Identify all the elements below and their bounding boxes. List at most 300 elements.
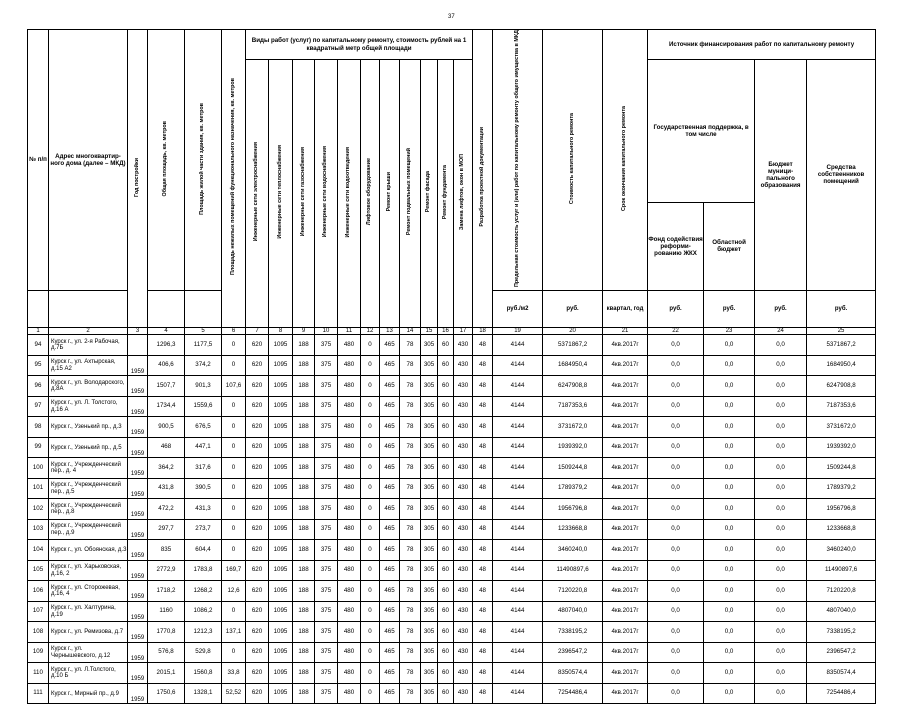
deadline-cell: 4кв.2017г xyxy=(603,458,648,479)
work-cost-cell: 1095 xyxy=(269,458,293,479)
column-number: 20 xyxy=(543,327,603,335)
work-cost-cell: 480 xyxy=(338,581,361,602)
column-number: 21 xyxy=(603,327,648,335)
column-number: 19 xyxy=(493,327,543,335)
col-work-8-header: Ремонт подвальных помещений xyxy=(406,148,413,236)
owners-cell: 1956796,8 xyxy=(807,499,876,520)
living-area-cell: 1328,1 xyxy=(185,683,222,704)
column-number: 11 xyxy=(338,327,361,335)
deadline-cell: 4кв.2017г xyxy=(603,499,648,520)
col-work-7-header: Ремонт крыши xyxy=(385,172,392,212)
work-cost-cell: 305 xyxy=(421,642,438,663)
row-number: 110 xyxy=(28,663,49,684)
work-cost-cell: 430 xyxy=(454,478,473,499)
work-cost-cell: 465 xyxy=(380,560,400,581)
work-cost-cell: 480 xyxy=(338,560,361,581)
nonliving-area-cell: 107,6 xyxy=(222,376,246,397)
work-cost-cell: 188 xyxy=(293,355,315,376)
row-number: 103 xyxy=(28,519,49,540)
col-work-12-header: Разработка проектной документации xyxy=(478,127,485,227)
col-work-2-header: Инженерные сети теплоснабжения xyxy=(276,145,283,239)
work-cost-cell: 78 xyxy=(400,519,421,540)
work-cost-cell: 480 xyxy=(338,601,361,622)
work-cost-cell: 0 xyxy=(361,663,380,684)
deadline-cell: 4кв.2017г xyxy=(603,581,648,602)
work-cost-cell: 620 xyxy=(246,376,269,397)
unit-cost-cell: 4144 xyxy=(493,417,543,438)
work-cost-cell: 1095 xyxy=(269,581,293,602)
address-cell: Курск г., ул. Халтурина, д.19 xyxy=(49,601,128,622)
municipal-cell: 0,0 xyxy=(755,560,807,581)
row-number: 97 xyxy=(28,396,49,417)
work-cost-cell: 48 xyxy=(473,581,493,602)
work-cost-cell: 188 xyxy=(293,478,315,499)
work-cost-cell: 0 xyxy=(361,458,380,479)
address-cell: Курск г., ул. Сторожевая, д.16, 4 xyxy=(49,581,128,602)
address-cell: Курск г., Мирный пр., д.9 xyxy=(49,683,128,704)
work-cost-cell: 1095 xyxy=(269,601,293,622)
work-cost-cell: 60 xyxy=(438,355,454,376)
unit-cost-cell: 4144 xyxy=(493,622,543,643)
work-cost-cell: 375 xyxy=(315,417,338,438)
work-cost-cell: 480 xyxy=(338,499,361,520)
nonliving-area-cell: 137,1 xyxy=(222,622,246,643)
repair-cost-cell: 1956796,8 xyxy=(543,499,603,520)
work-cost-cell: 480 xyxy=(338,540,361,561)
work-cost-cell: 430 xyxy=(454,581,473,602)
repair-cost-cell: 7254486,4 xyxy=(543,683,603,704)
work-cost-cell: 0 xyxy=(361,417,380,438)
nonliving-area-cell: 0 xyxy=(222,499,246,520)
work-cost-cell: 48 xyxy=(473,519,493,540)
work-cost-cell: 375 xyxy=(315,560,338,581)
work-cost-cell: 620 xyxy=(246,458,269,479)
work-cost-cell: 305 xyxy=(421,683,438,704)
regional-cell: 0,0 xyxy=(704,601,755,622)
total-area-cell: 576,8 xyxy=(148,642,185,663)
address-cell: Курск г., ул. Л. Толстого, д.16 А xyxy=(49,396,128,417)
repair-cost-cell: 1684950,4 xyxy=(543,355,603,376)
nonliving-area-cell: 0 xyxy=(222,396,246,417)
unit-cost-cell: 4144 xyxy=(493,683,543,704)
col-unit-cost-header: Предельная стоимость услуг и (или) работ по капитальному ремонту общего имущества в МКД xyxy=(513,30,520,287)
column-numbers-row xyxy=(28,327,876,335)
column-number: 6 xyxy=(222,327,246,335)
work-cost-cell: 480 xyxy=(338,458,361,479)
column-number: 13 xyxy=(380,327,400,335)
owners-cell: 3731672,0 xyxy=(807,417,876,438)
work-cost-cell: 1095 xyxy=(269,642,293,663)
municipal-cell: 0,0 xyxy=(755,355,807,376)
work-cost-cell: 60 xyxy=(438,519,454,540)
work-cost-cell: 0 xyxy=(361,478,380,499)
regional-cell: 0,0 xyxy=(704,458,755,479)
work-cost-cell: 78 xyxy=(400,458,421,479)
work-cost-cell: 375 xyxy=(315,437,338,458)
work-cost-cell: 620 xyxy=(246,335,269,356)
work-cost-cell: 0 xyxy=(361,683,380,704)
page-number: 37 xyxy=(448,14,455,20)
unit-cost-cell: 4144 xyxy=(493,376,543,397)
work-cost-cell: 188 xyxy=(293,499,315,520)
deadline-cell: 4кв.2017г xyxy=(603,560,648,581)
work-cost-cell: 60 xyxy=(438,581,454,602)
work-cost-cell: 1095 xyxy=(269,622,293,643)
work-cost-cell: 430 xyxy=(454,560,473,581)
fund-cell: 0,0 xyxy=(648,622,704,643)
unit-cost-cell: 4144 xyxy=(493,478,543,499)
nonliving-area-cell: 0 xyxy=(222,355,246,376)
municipal-cell: 0,0 xyxy=(755,396,807,417)
work-cost-cell: 0 xyxy=(361,581,380,602)
work-cost-cell: 375 xyxy=(315,663,338,684)
work-cost-cell: 48 xyxy=(473,437,493,458)
repair-cost-cell: 4807040,0 xyxy=(543,601,603,622)
regional-cell: 0,0 xyxy=(704,499,755,520)
work-cost-cell: 305 xyxy=(421,376,438,397)
living-area-cell: 604,4 xyxy=(185,540,222,561)
col-regional-header: Областной бюджет xyxy=(704,202,755,290)
work-cost-cell: 465 xyxy=(380,396,400,417)
address-cell: Курск г., ул. Ремизова, д.7 xyxy=(49,622,128,643)
work-cost-cell: 430 xyxy=(454,458,473,479)
work-cost-cell: 480 xyxy=(338,355,361,376)
table-body xyxy=(28,335,876,704)
owners-cell: 7254486,4 xyxy=(807,683,876,704)
unit-fund: руб. xyxy=(648,290,704,327)
address-cell: Курск г., Учрежденческий пер., д. 4 xyxy=(49,458,128,479)
fund-cell: 0,0 xyxy=(648,683,704,704)
unit-cost-cell: 4144 xyxy=(493,396,543,417)
row-number: 107 xyxy=(28,601,49,622)
nonliving-area-cell: 33,8 xyxy=(222,663,246,684)
work-cost-cell: 1095 xyxy=(269,683,293,704)
year-cell xyxy=(128,335,148,356)
work-cost-cell: 60 xyxy=(438,396,454,417)
work-cost-cell: 465 xyxy=(380,642,400,663)
owners-cell: 6247908,8 xyxy=(807,376,876,397)
work-cost-cell: 0 xyxy=(361,335,380,356)
work-cost-cell: 465 xyxy=(380,417,400,438)
regional-cell: 0,0 xyxy=(704,437,755,458)
work-cost-cell: 305 xyxy=(421,417,438,438)
col-municipal-header: Бюджет муници-пального образования xyxy=(755,60,807,291)
work-cost-cell: 480 xyxy=(338,376,361,397)
work-cost-cell: 465 xyxy=(380,622,400,643)
table-row xyxy=(28,417,876,438)
address-cell: Курск г., ул. Ахтырская, д.15 А2 xyxy=(49,355,128,376)
owners-cell: 11490897,6 xyxy=(807,560,876,581)
column-number: 9 xyxy=(293,327,315,335)
table-row xyxy=(28,335,876,356)
owners-cell: 8350574,4 xyxy=(807,663,876,684)
repair-cost-cell: 7120220,8 xyxy=(543,581,603,602)
column-number: 1 xyxy=(28,327,49,335)
nonliving-area-cell: 0 xyxy=(222,437,246,458)
work-cost-cell: 480 xyxy=(338,683,361,704)
municipal-cell: 0,0 xyxy=(755,519,807,540)
unit-cost-cell: 4144 xyxy=(493,499,543,520)
work-cost-cell: 48 xyxy=(473,499,493,520)
work-cost-cell: 60 xyxy=(438,560,454,581)
col-work-6-header: Лифтовое оборудование xyxy=(366,158,373,226)
unit-municipal: руб. xyxy=(755,290,807,327)
work-cost-cell: 375 xyxy=(315,642,338,663)
fund-cell: 0,0 xyxy=(648,396,704,417)
municipal-cell: 0,0 xyxy=(755,581,807,602)
work-cost-cell: 305 xyxy=(421,581,438,602)
address-cell: Курск г., ул. Обоянская, д.3 xyxy=(49,540,128,561)
work-cost-cell: 430 xyxy=(454,642,473,663)
unit-cost-cell: 4144 xyxy=(493,560,543,581)
regional-cell: 0,0 xyxy=(704,540,755,561)
table-row xyxy=(28,499,876,520)
work-cost-cell: 188 xyxy=(293,663,315,684)
work-cost-cell: 0 xyxy=(361,622,380,643)
work-cost-cell: 305 xyxy=(421,663,438,684)
year-cell: 1959 xyxy=(128,519,148,540)
year-cell: 1959 xyxy=(128,478,148,499)
municipal-cell: 0,0 xyxy=(755,335,807,356)
year-cell: 1959 xyxy=(128,663,148,684)
unit-regional: руб. xyxy=(704,290,755,327)
repair-cost-cell: 11490897,6 xyxy=(543,560,603,581)
work-cost-cell: 480 xyxy=(338,663,361,684)
work-cost-cell: 465 xyxy=(380,519,400,540)
repair-cost-cell: 1509244,8 xyxy=(543,458,603,479)
total-area-cell: 2015,1 xyxy=(148,663,185,684)
unit-cost-cell: 4144 xyxy=(493,458,543,479)
municipal-cell: 0,0 xyxy=(755,601,807,622)
work-cost-cell: 188 xyxy=(293,458,315,479)
fund-cell: 0,0 xyxy=(648,437,704,458)
col-address-header: Адрес многоквартир-ного дома (далее – МКД) xyxy=(49,30,128,291)
owners-cell: 5371867,2 xyxy=(807,335,876,356)
address-cell: Курск г., ул. Чернышевского, д.12 xyxy=(49,642,128,663)
total-area-cell: 2772,9 xyxy=(148,560,185,581)
col-fund-header: Фонд содействия реформи-рованию ЖКХ xyxy=(648,202,704,290)
address-cell: Курск г., Узенький пр., д.5 xyxy=(49,437,128,458)
repair-cost-cell: 1233668,8 xyxy=(543,519,603,540)
work-cost-cell: 430 xyxy=(454,335,473,356)
work-cost-cell: 188 xyxy=(293,622,315,643)
total-area-cell: 472,2 xyxy=(148,499,185,520)
deadline-cell: 4кв.2017г xyxy=(603,622,648,643)
year-cell: 1959 xyxy=(128,642,148,663)
work-cost-cell: 48 xyxy=(473,622,493,643)
col-year-header: Год постройки xyxy=(133,157,140,197)
work-cost-cell: 1095 xyxy=(269,376,293,397)
work-cost-cell: 305 xyxy=(421,478,438,499)
state-support-header: Государственная поддержка, в том числе xyxy=(648,60,755,203)
work-cost-cell: 48 xyxy=(473,355,493,376)
municipal-cell: 0,0 xyxy=(755,622,807,643)
living-area-cell: 1783,8 xyxy=(185,560,222,581)
nonliving-area-cell: 0 xyxy=(222,478,246,499)
year-cell: 1959 xyxy=(128,560,148,581)
work-cost-cell: 48 xyxy=(473,376,493,397)
work-cost-cell: 430 xyxy=(454,396,473,417)
col-num-header: № п/п xyxy=(28,30,49,291)
work-cost-cell: 1095 xyxy=(269,396,293,417)
work-cost-cell: 620 xyxy=(246,396,269,417)
address-cell: Курск г., ул. 2-я Рабочая, д.7Б xyxy=(49,335,128,356)
nonliving-area-cell: 0 xyxy=(222,335,246,356)
work-cost-cell: 620 xyxy=(246,540,269,561)
work-cost-cell: 0 xyxy=(361,560,380,581)
work-cost-cell: 60 xyxy=(438,499,454,520)
regional-cell: 0,0 xyxy=(704,478,755,499)
repair-cost-cell: 1789379,2 xyxy=(543,478,603,499)
capital-repair-table xyxy=(27,29,876,704)
work-cost-cell: 48 xyxy=(473,478,493,499)
row-number: 105 xyxy=(28,560,49,581)
work-cost-cell: 60 xyxy=(438,683,454,704)
table-row xyxy=(28,601,876,622)
owners-cell: 7187353,6 xyxy=(807,396,876,417)
work-cost-cell: 620 xyxy=(246,417,269,438)
owners-cell: 7120220,8 xyxy=(807,581,876,602)
work-cost-cell: 1095 xyxy=(269,663,293,684)
work-cost-cell: 188 xyxy=(293,601,315,622)
work-cost-cell: 78 xyxy=(400,396,421,417)
living-area-cell: 676,5 xyxy=(185,417,222,438)
nonliving-area-cell: 0 xyxy=(222,540,246,561)
work-cost-cell: 430 xyxy=(454,683,473,704)
regional-cell: 0,0 xyxy=(704,663,755,684)
work-cost-cell: 430 xyxy=(454,540,473,561)
work-cost-cell: 60 xyxy=(438,478,454,499)
total-area-cell: 1718,2 xyxy=(148,581,185,602)
work-cost-cell: 48 xyxy=(473,683,493,704)
work-cost-cell: 430 xyxy=(454,355,473,376)
col-work-11-header: Замена лифтов, окон в МОП xyxy=(459,153,466,230)
work-cost-cell: 375 xyxy=(315,376,338,397)
fund-cell: 0,0 xyxy=(648,335,704,356)
work-cost-cell: 48 xyxy=(473,663,493,684)
table-row xyxy=(28,478,876,499)
row-number: 102 xyxy=(28,499,49,520)
year-cell: 1959 xyxy=(128,622,148,643)
nonliving-area-cell: 52,52 xyxy=(222,683,246,704)
row-number: 95 xyxy=(28,355,49,376)
deadline-cell: 4кв.2017г xyxy=(603,601,648,622)
work-cost-cell: 60 xyxy=(438,458,454,479)
table-row xyxy=(28,396,876,417)
work-cost-cell: 430 xyxy=(454,376,473,397)
column-number: 8 xyxy=(269,327,293,335)
work-cost-cell: 0 xyxy=(361,376,380,397)
year-cell: 1959 xyxy=(128,396,148,417)
work-cost-cell: 1095 xyxy=(269,519,293,540)
work-cost-cell: 188 xyxy=(293,683,315,704)
work-cost-cell: 1095 xyxy=(269,335,293,356)
table-row xyxy=(28,437,876,458)
total-area-cell: 406,6 xyxy=(148,355,185,376)
work-cost-cell: 305 xyxy=(421,499,438,520)
nonliving-area-cell: 0 xyxy=(222,601,246,622)
year-cell: 1959 xyxy=(128,540,148,561)
year-cell: 1959 xyxy=(128,601,148,622)
fund-cell: 0,0 xyxy=(648,601,704,622)
work-cost-cell: 375 xyxy=(315,458,338,479)
municipal-cell: 0,0 xyxy=(755,663,807,684)
work-cost-cell: 305 xyxy=(421,601,438,622)
work-cost-cell: 78 xyxy=(400,478,421,499)
work-cost-cell: 48 xyxy=(473,458,493,479)
col-work-3-header: Инженерные сети газоснабжения xyxy=(299,147,306,237)
row-number: 99 xyxy=(28,437,49,458)
work-cost-cell: 188 xyxy=(293,417,315,438)
fund-cell: 0,0 xyxy=(648,355,704,376)
year-cell: 1959 xyxy=(128,458,148,479)
address-cell: Курск г., Учрежденческий пер., д.9 xyxy=(49,519,128,540)
row-number: 101 xyxy=(28,478,49,499)
work-cost-cell: 1095 xyxy=(269,437,293,458)
work-cost-cell: 1095 xyxy=(269,540,293,561)
work-cost-cell: 465 xyxy=(380,499,400,520)
work-cost-cell: 620 xyxy=(246,478,269,499)
municipal-cell: 0,0 xyxy=(755,540,807,561)
table-row xyxy=(28,540,876,561)
living-area-cell: 447,1 xyxy=(185,437,222,458)
total-area-cell: 1750,6 xyxy=(148,683,185,704)
unit-unit-cost: руб./м2 xyxy=(493,290,543,327)
living-area-cell: 1086,2 xyxy=(185,601,222,622)
deadline-cell: 4кв.2017г xyxy=(603,417,648,438)
repair-cost-cell: 5371867,2 xyxy=(543,335,603,356)
work-cost-cell: 78 xyxy=(400,663,421,684)
work-cost-cell: 465 xyxy=(380,355,400,376)
work-cost-cell: 375 xyxy=(315,519,338,540)
row-number: 108 xyxy=(28,622,49,643)
work-cost-cell: 0 xyxy=(361,540,380,561)
work-cost-cell: 465 xyxy=(380,683,400,704)
deadline-cell: 4кв.2017г xyxy=(603,335,648,356)
work-cost-cell: 375 xyxy=(315,335,338,356)
owners-cell: 7338195,2 xyxy=(807,622,876,643)
work-cost-cell: 60 xyxy=(438,335,454,356)
work-cost-cell: 375 xyxy=(315,396,338,417)
work-cost-cell: 620 xyxy=(246,519,269,540)
work-cost-cell: 188 xyxy=(293,540,315,561)
fund-cell: 0,0 xyxy=(648,519,704,540)
owners-cell: 1684950,4 xyxy=(807,355,876,376)
work-cost-cell: 430 xyxy=(454,663,473,684)
work-cost-cell: 375 xyxy=(315,499,338,520)
work-cost-cell: 78 xyxy=(400,581,421,602)
living-area-cell: 1268,2 xyxy=(185,581,222,602)
nonliving-area-cell: 0 xyxy=(222,519,246,540)
column-number: 4 xyxy=(148,327,185,335)
column-number: 3 xyxy=(128,327,148,335)
work-cost-cell: 375 xyxy=(315,540,338,561)
regional-cell: 0,0 xyxy=(704,683,755,704)
col-work-1-header: Инженерные сети электроснабжения xyxy=(253,142,260,242)
repair-cost-cell: 7338195,2 xyxy=(543,622,603,643)
work-cost-cell: 480 xyxy=(338,437,361,458)
fund-cell: 0,0 xyxy=(648,560,704,581)
deadline-cell: 4кв.2017г xyxy=(603,683,648,704)
work-cost-cell: 305 xyxy=(421,519,438,540)
work-cost-cell: 430 xyxy=(454,437,473,458)
living-area-cell: 901,3 xyxy=(185,376,222,397)
work-cost-cell: 48 xyxy=(473,335,493,356)
col-owners-header: Средства собственников помещений xyxy=(807,60,876,291)
work-cost-cell: 0 xyxy=(361,437,380,458)
nonliving-area-cell: 0 xyxy=(222,417,246,438)
work-cost-cell: 430 xyxy=(454,417,473,438)
